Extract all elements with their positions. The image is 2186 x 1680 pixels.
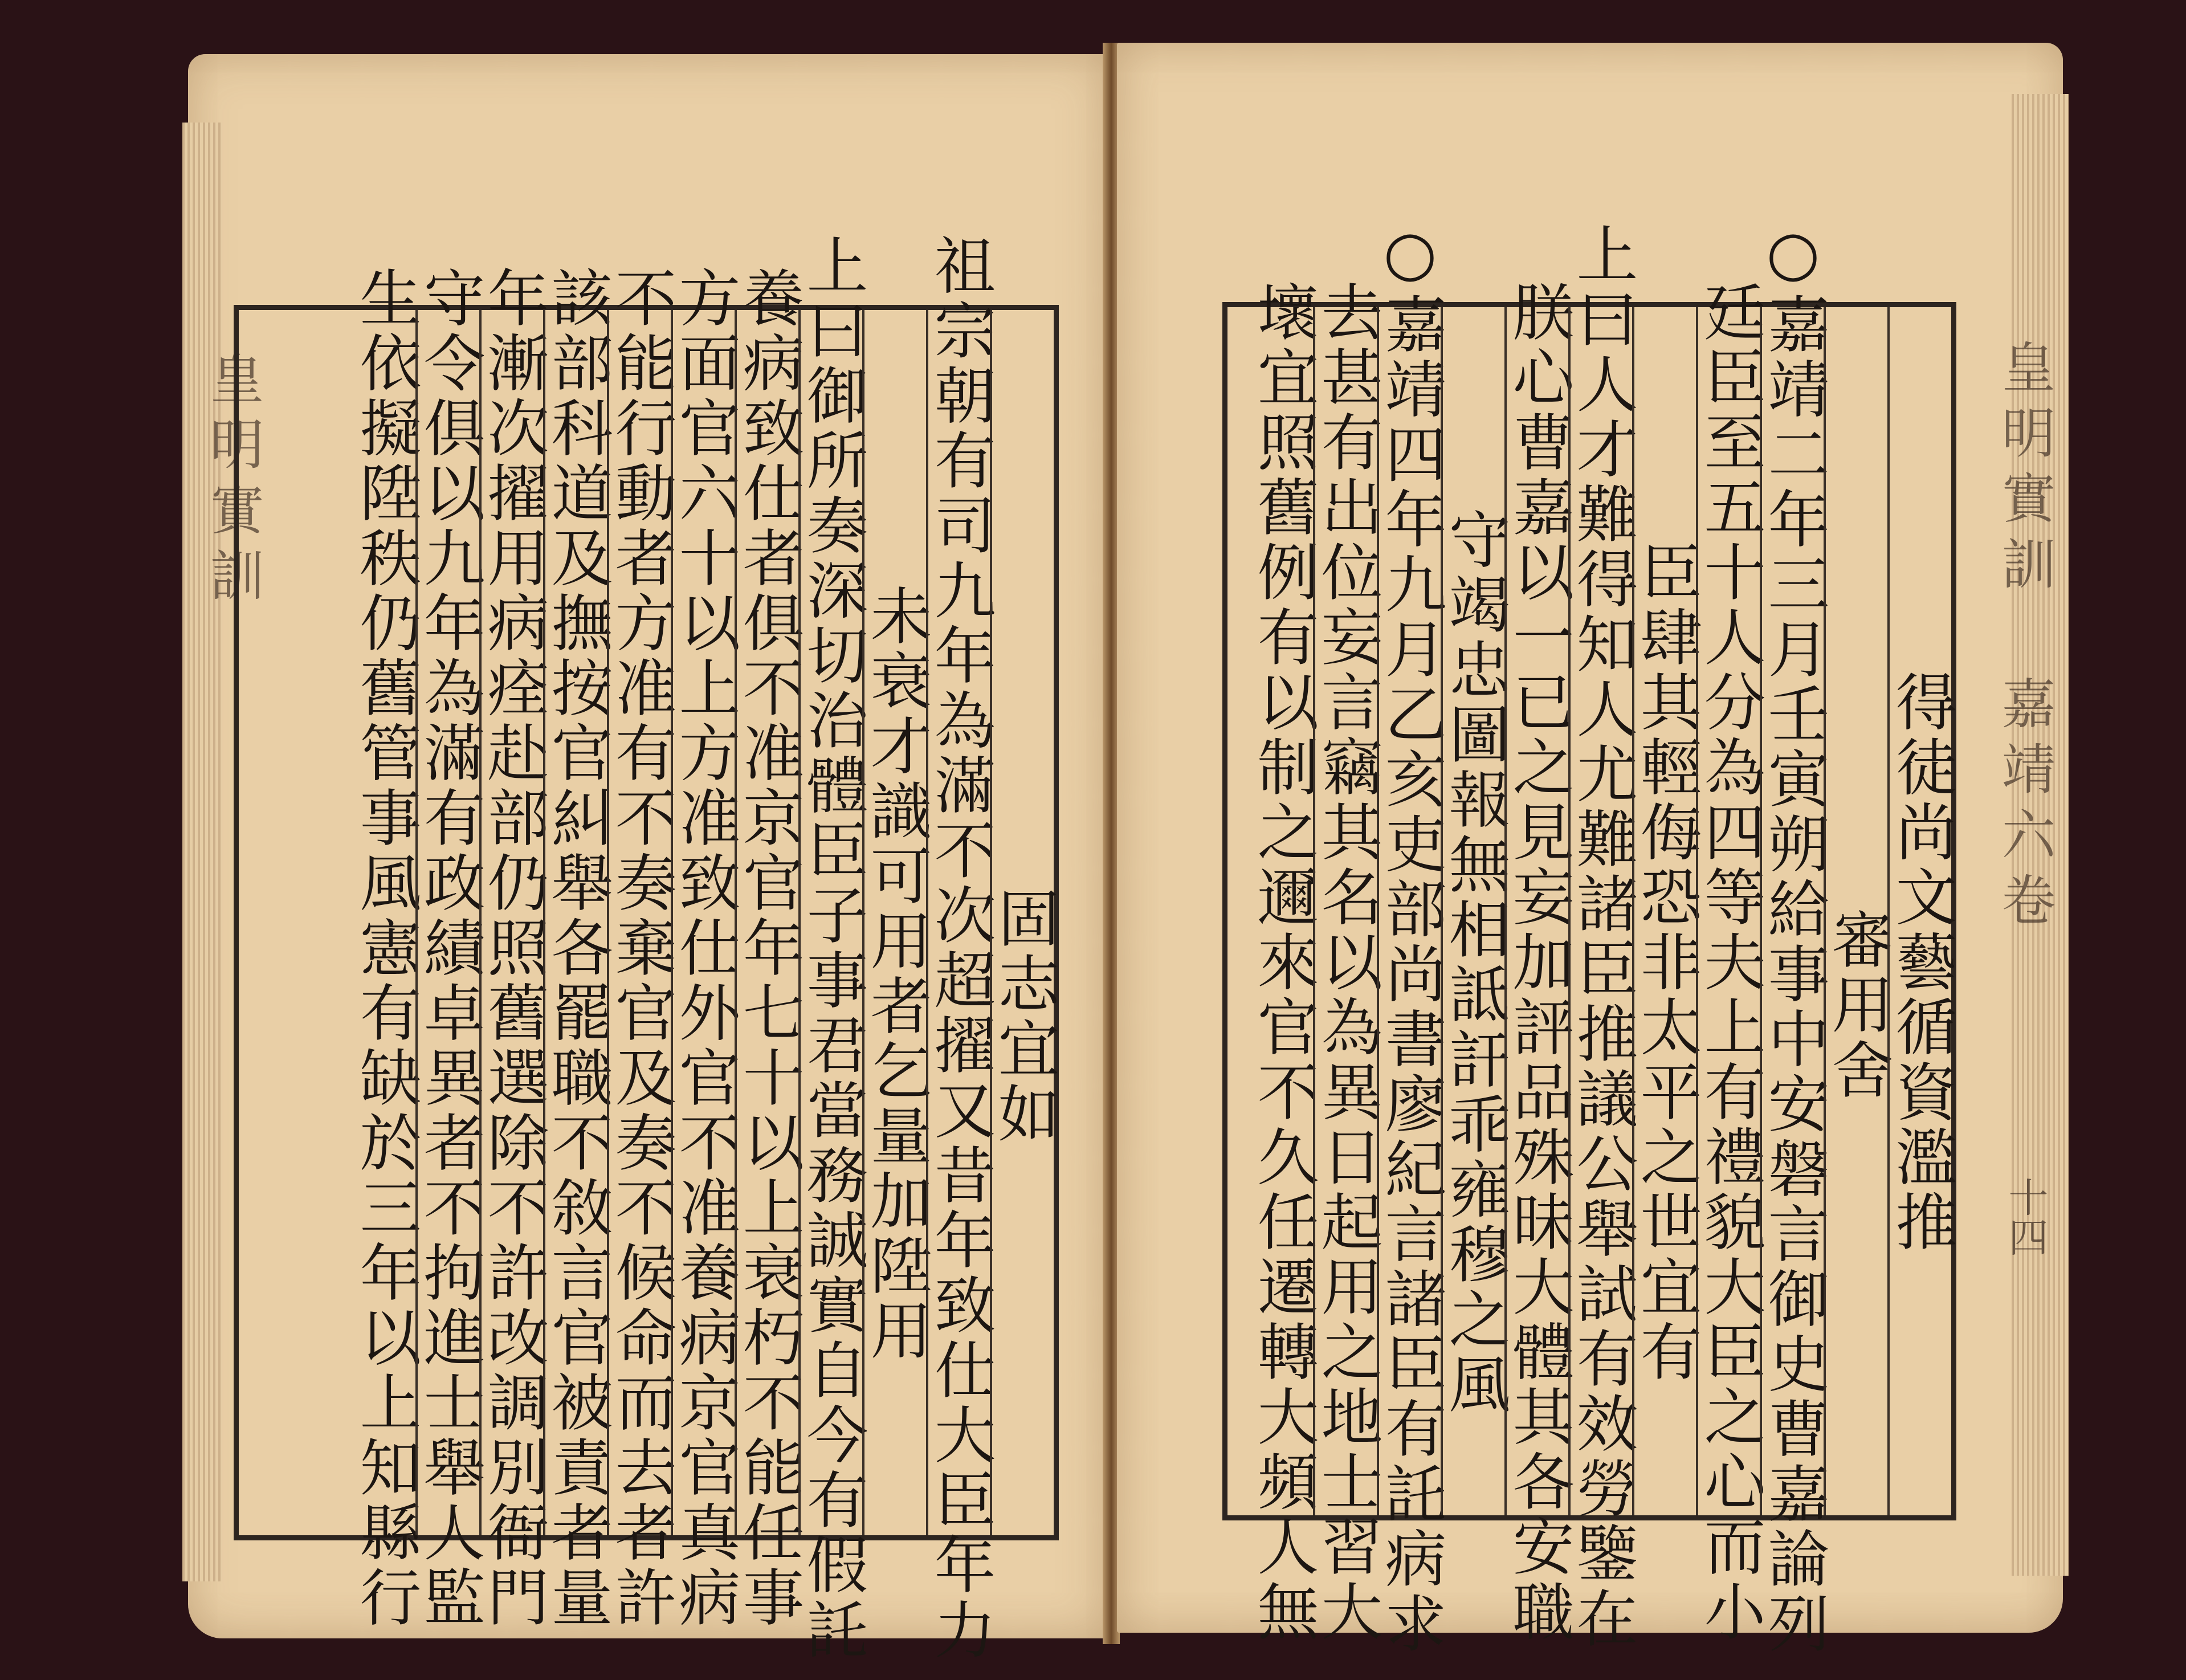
open-book bbox=[188, 43, 2063, 1663]
text-column: 不能行動者方准有不奏棄官及奏不候命而去者許 bbox=[605, 266, 676, 1630]
left-margin-title: 皇明實訓 bbox=[201, 350, 264, 613]
text-column: 上曰人才難得知人尤難諸臣推議公舉試有效勞鑒在 bbox=[1566, 222, 1637, 1652]
text-column: 朕心曹嘉以一已之見妄加評品殊昧大體其各安職 bbox=[1502, 280, 1573, 1645]
text-column: 養病致仕者俱不准京官年七十以上衰朽不能任事 bbox=[732, 266, 804, 1630]
text-column: 審用舍 bbox=[1824, 307, 1887, 1515]
left-text-frame bbox=[234, 234, 1059, 1663]
right-text-frame bbox=[1222, 217, 1956, 1657]
right-margin-title: 皇明實訓 嘉靖六卷 bbox=[1993, 339, 2056, 937]
text-column: 上曰御所奏深切治體臣子事君當務誠實自今有假託 bbox=[796, 234, 867, 1663]
text-column: 守令俱以九年為滿有政績卓異者不拘進士舉人監 bbox=[413, 266, 484, 1630]
text-column: 未衰才識可用者乞量加陞用 bbox=[862, 310, 926, 1535]
text-column: 方面官六十以上方准致仕外官不准養病京官真病 bbox=[668, 266, 740, 1630]
right-page bbox=[1117, 43, 2063, 1657]
text-column: 臣肆其輕侮恐非太平之世宜有 bbox=[1632, 307, 1696, 1515]
text-column: 生依擬陞秩仍舊管事風憲有缺於三年以上知縣行 bbox=[349, 266, 421, 1630]
text-column: ○嘉靖四年九月乙亥吏部尚書廖紀言諸臣有託病求 bbox=[1375, 217, 1446, 1657]
left-page bbox=[188, 54, 1106, 1663]
left-page-edges bbox=[182, 123, 222, 1581]
text-column: 固志宜如 bbox=[990, 310, 1054, 1535]
page-number: 十四 bbox=[2002, 1177, 2049, 1257]
text-column: 廷臣至五十人分為四等夫上有禮貌大臣之心而小 bbox=[1694, 280, 1765, 1645]
text-column: 壞宜照舊例有以制之邇來官不久任遷轉大頻人無 bbox=[1247, 280, 1318, 1645]
text-column: 年漸次擢用病痊赴部仍照舊選除不許改調別衙門 bbox=[477, 266, 548, 1630]
text-column: 去甚有出位妄言竊其名以為異日起用之地士習大 bbox=[1311, 280, 1382, 1645]
text-column: 守竭忠圖報無相詆訐乖雍穆之風 bbox=[1441, 307, 1504, 1515]
text-column: 祖宗朝有司九年為滿不次超擢又昔年致仕大臣年力 bbox=[924, 234, 995, 1663]
text-column: 該部科道及撫按官糾舉各罷職不敘言官被責者量 bbox=[541, 266, 612, 1630]
text-column: 得徒尚文藝循資濫推 bbox=[1887, 307, 1951, 1515]
text-column: ○嘉靖二年三月壬寅朔給事中安磐言御史曹嘉論列 bbox=[1757, 217, 1829, 1657]
